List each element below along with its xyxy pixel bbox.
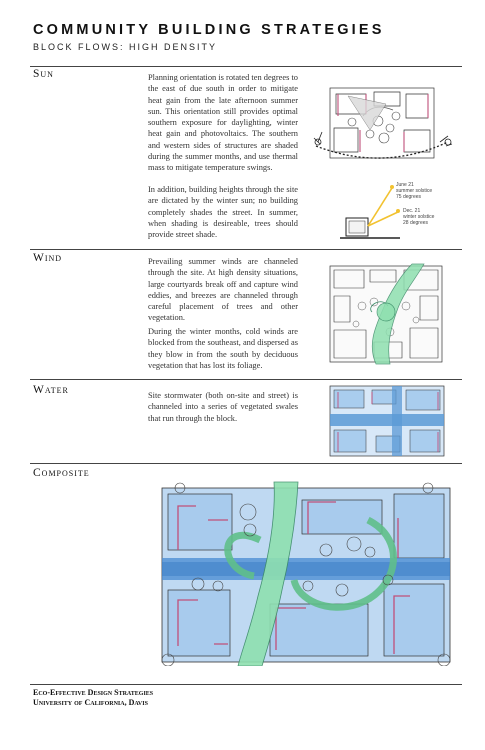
section-divider bbox=[30, 463, 462, 464]
section-heading-wind: Wind bbox=[33, 252, 63, 264]
section-divider bbox=[30, 684, 462, 685]
footer-line-2: University of California, Davis bbox=[33, 698, 148, 707]
winter-date-label: Dec. 21 bbox=[403, 208, 421, 214]
wind-paragraph-1: Prevailing summer winds are channeled through the site. At high density situations, large courtyards break off and capture wind eddies, and breezes are channeled through careful placement of trees and other vegetation. bbox=[148, 257, 298, 323]
summer-angle-label: 75 degrees bbox=[396, 194, 422, 200]
summer-solstice-label: summer solstice bbox=[396, 188, 433, 194]
water-paragraph-1: Site stormwater (both on-site and street) is channeled into a series of vegetated swales that run through the block. bbox=[148, 391, 298, 423]
sun-paragraph-1: Planning orientation is rotated ten degrees to the east of due south in order to mitigate heat gain from the late afternoon summer sun. This orientation still provides optimal southern exposure for daylighting, winter heat gain and photovoltaics. The southern and western sides of structures are shaded during the summer months, and use thermal mass to mitigate temperature swings. bbox=[148, 73, 298, 173]
section-divider bbox=[30, 249, 462, 250]
winter-solstice-label: winter solstice bbox=[403, 214, 435, 220]
winter-angle-label: 28 degrees bbox=[403, 220, 429, 226]
section-heading-composite: Composite bbox=[33, 467, 90, 479]
page-title: COMMUNITY BUILDING STRATEGIES bbox=[33, 22, 385, 38]
section-divider bbox=[30, 66, 462, 67]
composite-site-plan bbox=[158, 480, 454, 666]
sun-site-plan bbox=[308, 76, 458, 174]
wind-site-plan bbox=[326, 262, 446, 367]
footer-line-1: Eco-Effective Design Strategies bbox=[33, 688, 154, 697]
water-site-plan bbox=[328, 384, 446, 458]
section-heading-water: Water bbox=[33, 384, 69, 396]
sun-paragraph-2: In addition, building heights through the site are dictated by the winter sun; no building completely shades the street. In summer, when shading is desireable, trees should provide street shade. bbox=[148, 185, 298, 240]
page-subtitle: BLOCK FLOWS: HIGH DENSITY bbox=[33, 42, 218, 52]
section-divider bbox=[30, 379, 462, 380]
wind-paragraph-2: During the winter months, cold winds are blocked from the southeast, and dispersed as they blow in from the south by deciduous vegetation that has lost its foliage. bbox=[148, 327, 298, 370]
sun-angle-diagram bbox=[340, 180, 460, 242]
section-heading-sun: Sun bbox=[33, 68, 54, 80]
summer-date-label: June 21 bbox=[396, 182, 414, 188]
